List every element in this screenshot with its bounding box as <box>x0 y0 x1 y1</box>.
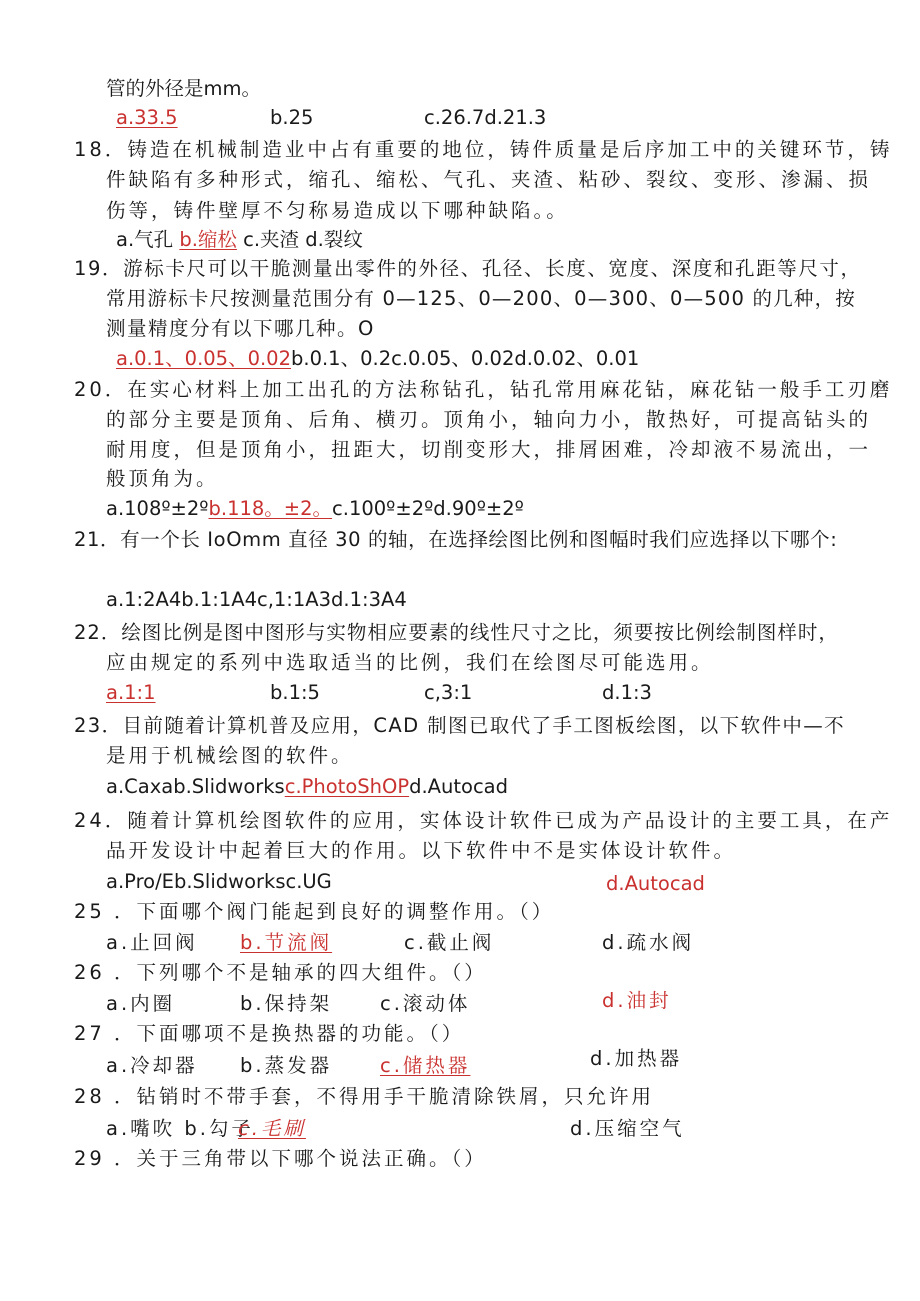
q22-line-2: 应由规定的系列中选取适当的比例，我们在绘图尽可能选用。 <box>106 651 714 674</box>
q29-line-1: 29 ．关于三角带以下哪个说法正确。（） <box>74 1147 487 1170</box>
q18-line-2: 件缺陷有多种形式，缩孔、缩松、气孔、夹渣、粘砂、裂纹、变形、渗漏、损 <box>106 168 872 191</box>
q25-option-c: c.截止阀 <box>404 931 495 954</box>
q27-option-a: a.冷却器 <box>106 1054 198 1077</box>
q19-option-a: a.0.1、0.05、0.02 <box>116 347 291 370</box>
q17-option-b: b.25 <box>270 106 314 129</box>
q22-line-1: 22．绘图比例是图中图形与实物相应要素的线性尺寸之比，须要按比例绘制图样时， <box>74 621 839 644</box>
q18-line-3: 伤等，铸件壁厚不匀称易造成以下哪种缺陷。。 <box>106 199 569 222</box>
q17-text: 管的外径是mm。 <box>106 77 261 100</box>
q23-option-d: d.Autocad <box>409 775 509 798</box>
q28-option-ab: a.嘴吹 b.勾子 <box>106 1117 254 1140</box>
q28-option-c: c.毛刷 <box>238 1117 306 1140</box>
q22-option-a: a.1:1 <box>106 681 156 704</box>
q22-option-c: c,3:1 <box>424 681 473 704</box>
q20-option-a: a.108º±2º <box>106 497 209 520</box>
q21-line-1: 21．有一个长 IoOmm 直径 30 的轴，在选择绘图比例和图幅时我们应选择以下哪个: <box>74 528 838 551</box>
q24-option-d: d.Autocad <box>606 872 705 895</box>
q23-line-1: 23．目前随着计算机普及应用，CAD 制图已取代了手工图板绘图，以下软件中—不 <box>74 714 846 737</box>
q20-line-2: 的部分主要是顶角、后角、横刃。顶角小，轴向力小，散热好，可提高钻头的 <box>106 408 872 431</box>
q19-line-1: 19．游标卡尺可以干脆测量出零件的外径、孔径、长度、宽度、深度和孔距等尺寸， <box>74 257 862 280</box>
q21-options: a.1:2A4b.1:1A4c,1:1A3d.1:3A4 <box>106 588 407 611</box>
q25-line-1: 25 ．下面哪个阀门能起到良好的调整作用。（） <box>74 900 555 923</box>
q22-option-d: d.1:3 <box>602 681 652 704</box>
q18-option-a: a.气孔 <box>116 228 174 251</box>
q17-option-cd: c.26.7d.21.3 <box>424 106 547 129</box>
q18-option-b: b.缩松 <box>179 228 237 251</box>
q20-line-3: 耐用度，但是顶角小，扭距大，切削变形大，排屑困难，冷却液不易流出，一 <box>106 438 872 461</box>
q20-line-1: 20．在实心材料上加工出孔的方法称钻孔，钻孔常用麻花钻，麻花钻一般手工刃磨 <box>74 378 893 401</box>
q22-option-b: b.1:5 <box>270 681 320 704</box>
q19-options <box>116 346 639 372</box>
q19-line-3: 测量精度分有以下哪几种。O <box>106 317 375 340</box>
q28-line-1: 28 ．钻销时不带手套，不得用手干脆清除铁屑，只允许用 <box>74 1085 655 1108</box>
q20-option-cd: c.100º±2ºd.90º±2º <box>332 497 524 520</box>
q20-options <box>106 496 524 522</box>
q18-options <box>116 227 363 253</box>
q26-option-a: a.内圈 <box>106 992 176 1015</box>
q27-option-d: d.加热器 <box>590 1047 683 1070</box>
q18-option-cd: c.夹渣 d.裂纹 <box>243 228 363 251</box>
q25-option-a: a.止回阀 <box>106 931 198 954</box>
q28-option-d: d.压缩空气 <box>570 1117 685 1140</box>
q26-option-c: c.滚动体 <box>380 992 471 1015</box>
q23-options <box>106 774 508 800</box>
q20-line-4: 般顶角为。 <box>106 467 219 490</box>
q27-option-b: b.蒸发器 <box>240 1054 333 1077</box>
q26-option-d: d.油封 <box>602 989 672 1012</box>
q18-line-1: 18．铸造在机械制造业中占有重要的地位，铸件质量是后序加工中的关键环节，铸 <box>74 138 893 161</box>
q27-option-c: c.储热器 <box>380 1054 471 1077</box>
q27-line-1: 27 ．下面哪项不是换热器的功能。（） <box>74 1022 465 1045</box>
q23-line-2: 是用于机械绘图的软件。 <box>106 744 354 767</box>
q20-option-b: b.118。±2。 <box>208 497 333 520</box>
q25-option-b: b.节流阀 <box>240 931 333 954</box>
q17-option-a: a.33.5 <box>116 106 178 129</box>
q19-line-2: 常用游标卡尺按测量范围分有 0—125、0—200、0—300、0—500 的几种，按 <box>106 287 857 310</box>
q24-line-2: 品开发设计中起着巨大的作用。以下软件中不是实体设计软件。 <box>106 839 737 862</box>
q23-option-ab: a.Caxab.Slidworks <box>106 775 285 798</box>
q25-option-d: d.疏水阀 <box>602 931 695 954</box>
q23-option-c: c.PhotoShOP <box>284 775 410 798</box>
q24-option-abc: a.Pro/Eb.Slidworksc.UG <box>106 870 332 893</box>
q24-line-1: 24．随着计算机绘图软件的应用，实体设计软件已成为产品设计的主要工具，在产 <box>74 809 893 832</box>
q26-line-1: 26 ．下列哪个不是轴承的四大组件。（） <box>74 961 487 984</box>
q26-option-b: b.保持架 <box>240 992 333 1015</box>
q19-option-rest: b.0.1、0.2c.0.05、0.02d.0.02、0.01 <box>291 347 640 370</box>
